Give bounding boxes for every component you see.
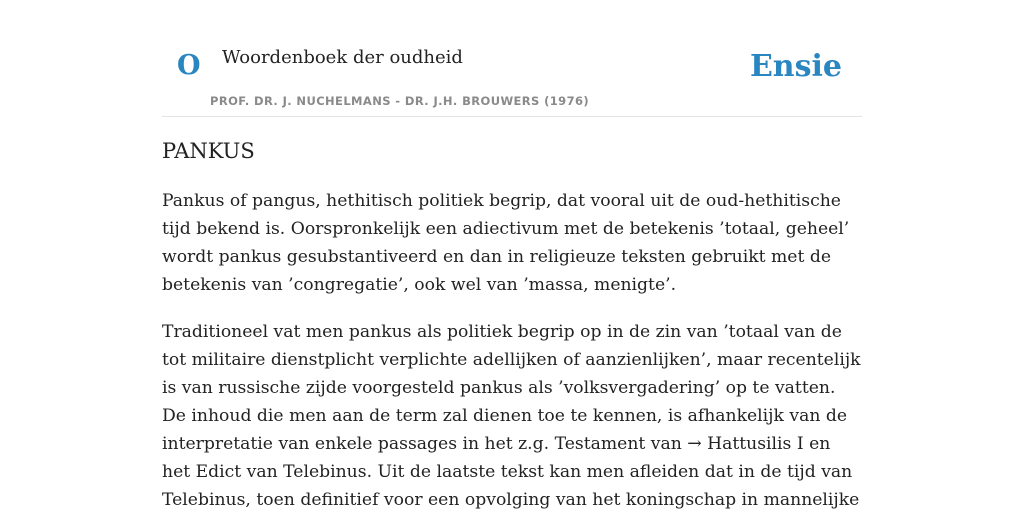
book-authors: PROF. DR. J. NUCHELMANS - DR. J.H. BROUWERS (1976)	[210, 94, 590, 108]
book-letter-logo[interactable]: O	[177, 50, 201, 81]
ensie-logo-link[interactable]: Ensie	[749, 49, 842, 84]
book-title-link[interactable]: Woordenboek der oudheid	[222, 47, 463, 68]
entry-paragraph-1: Pankus of pangus, hethitisch politiek begrip, dat vooral uit de oud-hethitische tijd bekend is. Oorspronkelijk een adiectivum met de betekenis ’totaal, geheel’ wordt pankus gesubstantiveerd en dan in religieuze teksten gebruikt met de betekenis van ’congregatie’, ook wel van ’massa, menigte’.	[162, 191, 850, 296]
entry-title: PANKUS	[162, 139, 255, 163]
entry-paragraph-2: Traditioneel vat men pankus als politiek begrip op in de zin van ’totaal van de tot militaire dienstplicht verplichte adellijken of aanzienlijken’, maar recentelijk is van russische zijde voorgesteld pankus als ’volksvergadering’ op te vatten. De inhoud die men aan de term zal dienen toe te kennen, is afhankelijk van de interpretatie van enkele passages in het z.g. Testament van → Hattusilis I en het Edict van Telebinus. Uit de laatste tekst kan men afleiden dat in de tijd van Telebinus, toen definitief voor een opvolging van het koningschap in mannelijke	[162, 322, 861, 511]
entry-content	[162, 139, 862, 512]
book-header	[162, 0, 862, 117]
